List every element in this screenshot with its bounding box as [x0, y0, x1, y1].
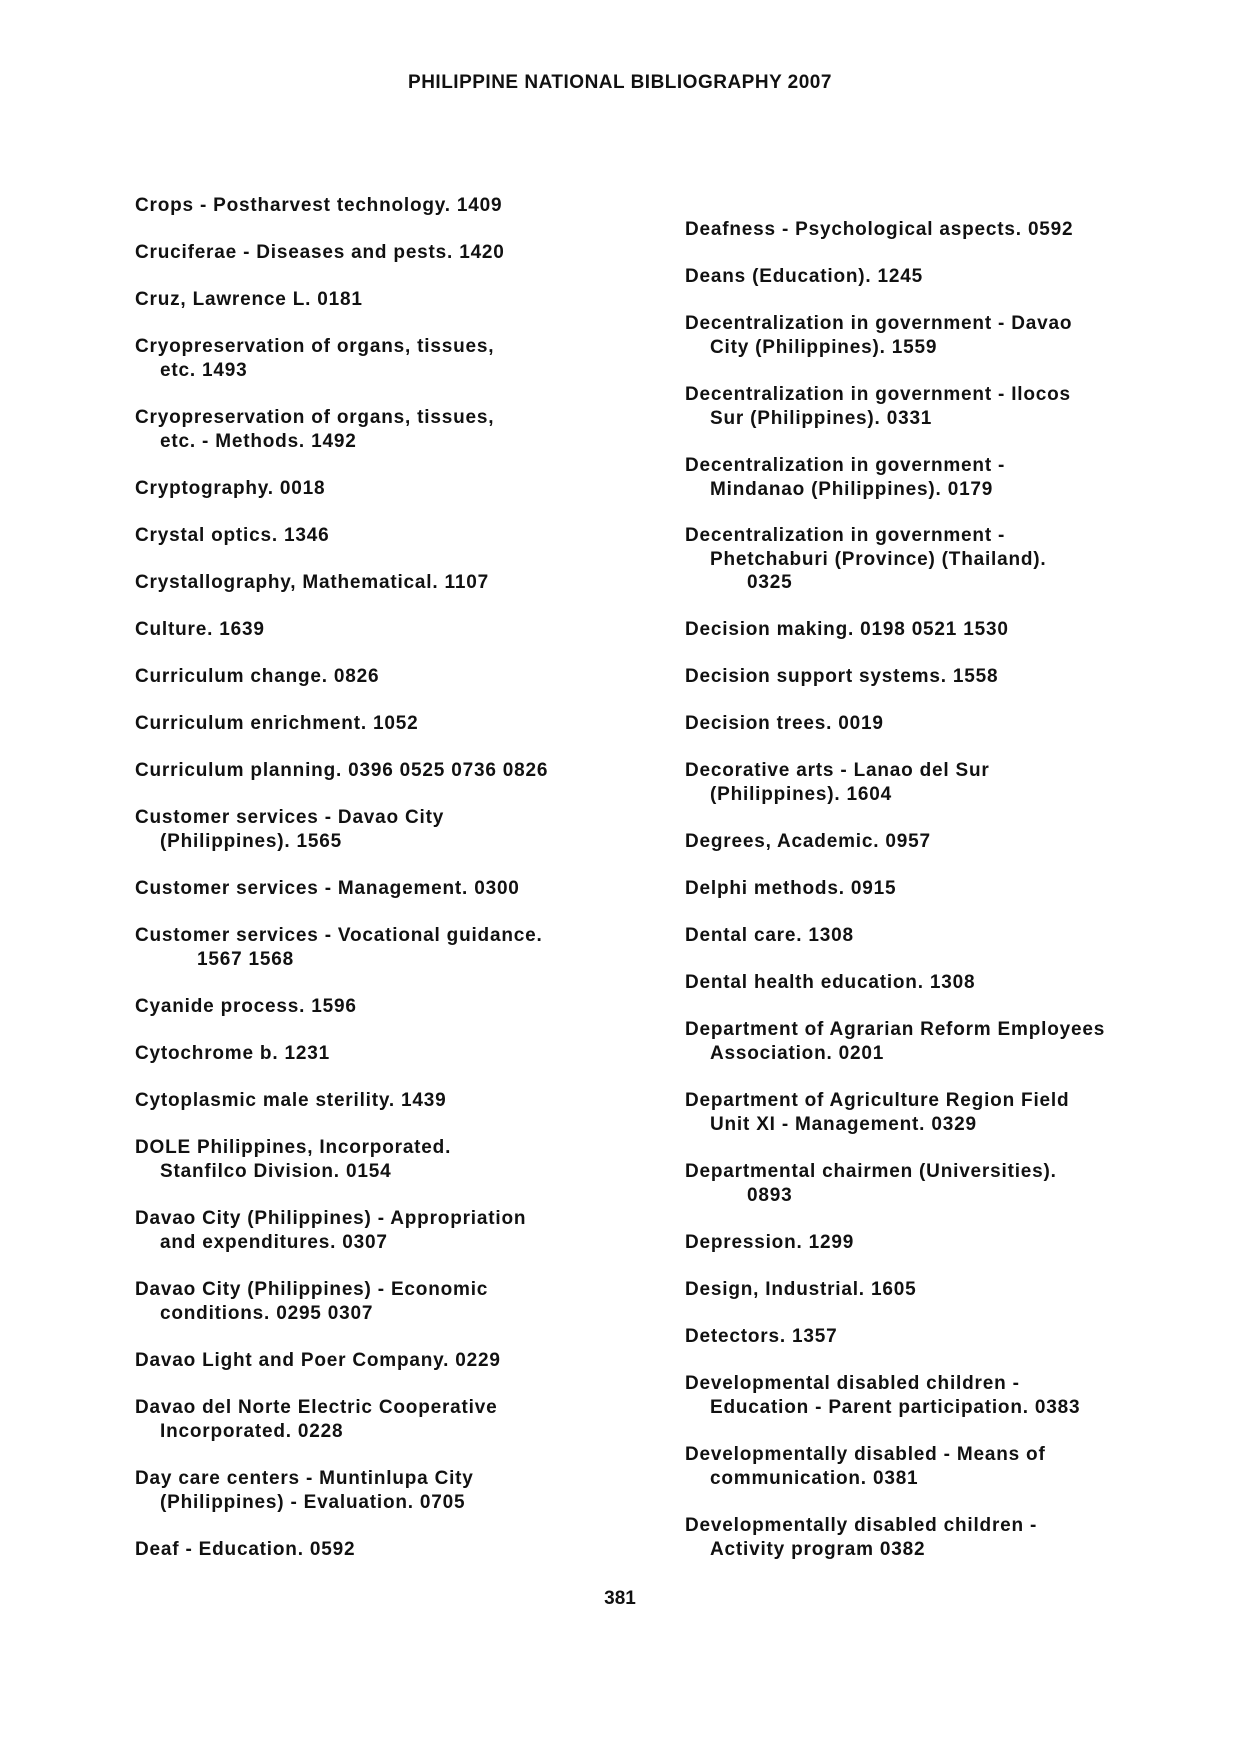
- entry-line: etc. 1493: [160, 359, 248, 381]
- entry-line: Dental health education. 1308: [685, 972, 976, 993]
- entry-line: Degrees, Academic. 0957: [685, 831, 931, 852]
- index-entry: [135, 665, 379, 689]
- entry-line: Crystallography, Mathematical. 1107: [135, 572, 489, 593]
- entry-line: Cryptography. 0018: [135, 478, 326, 499]
- entry-line: Curriculum planning. 0396 0525 0736 0826: [135, 760, 549, 781]
- index-entry: [685, 924, 854, 948]
- index-entry: [685, 712, 884, 736]
- entry-line: Customer services - Management. 0300: [135, 878, 520, 899]
- entry-line: Departmental chairmen (Universities).: [685, 1161, 1057, 1182]
- entry-line: Sur (Philippines). 0331: [710, 407, 933, 429]
- index-entry: [685, 265, 923, 289]
- entry-line: Deafness - Psychological aspects. 0592: [685, 219, 1074, 240]
- index-entry: [135, 618, 265, 642]
- page-header: PHILIPPINE NATIONAL BIBLIOGRAPHY 2007: [408, 72, 832, 93]
- index-entry: [135, 1396, 497, 1443]
- index-entry: [135, 995, 357, 1019]
- entry-line: Deaf - Education. 0592: [135, 1539, 356, 1560]
- entry-line: and expenditures. 0307: [160, 1231, 388, 1253]
- entry-line: Dental care. 1308: [685, 925, 854, 946]
- entry-line: conditions. 0295 0307: [160, 1302, 374, 1324]
- entry-line: Delphi methods. 0915: [685, 878, 897, 899]
- entry-line: Curriculum change. 0826: [135, 666, 380, 687]
- index-entry: [135, 241, 505, 265]
- entry-line: Design, Industrial. 1605: [685, 1279, 917, 1300]
- entry-line: 0893: [747, 1184, 793, 1206]
- index-entry: [135, 1136, 451, 1183]
- entry-line: City (Philippines). 1559: [710, 336, 938, 358]
- index-entry: [135, 194, 502, 218]
- entry-line: Davao City (Philippines) - Economic: [135, 1279, 489, 1300]
- entry-line: communication. 0381: [710, 1467, 919, 1489]
- index-entry: [685, 1018, 1105, 1065]
- index-entry: [135, 288, 363, 312]
- index-entry: [685, 1160, 1057, 1207]
- entry-line: Cruz, Lawrence L. 0181: [135, 289, 363, 310]
- entry-line: (Philippines). 1604: [710, 783, 893, 805]
- entry-line: Stanfilco Division. 0154: [160, 1160, 392, 1182]
- index-entry: [135, 806, 444, 853]
- entry-line: Association. 0201: [710, 1042, 885, 1064]
- entry-line: Decentralization in government -: [685, 455, 1006, 476]
- entry-line: Developmental disabled children -: [685, 1373, 1020, 1394]
- entry-line: Davao Light and Poer Company. 0229: [135, 1350, 501, 1371]
- index-entry: [135, 1538, 355, 1562]
- index-entry: [685, 383, 1071, 430]
- entry-line: Depression. 1299: [685, 1232, 855, 1253]
- entry-line: Mindanao (Philippines). 0179: [710, 478, 994, 500]
- entry-line: Day care centers - Muntinlupa City: [135, 1468, 474, 1489]
- index-entry: [135, 1089, 446, 1113]
- entry-line: Cruciferae - Diseases and pests. 1420: [135, 242, 505, 263]
- entry-line: Davao del Norte Electric Cooperative: [135, 1397, 498, 1418]
- entry-line: Department of Agrarian Reform Employees: [685, 1019, 1106, 1040]
- entry-line: Decision trees. 0019: [685, 713, 884, 734]
- index-entry: [685, 1514, 1037, 1561]
- entry-line: Cytochrome b. 1231: [135, 1043, 330, 1064]
- entry-line: Decision making. 0198 0521 1530: [685, 619, 1009, 640]
- entry-line: Culture. 1639: [135, 619, 265, 640]
- index-entry: [135, 571, 489, 595]
- index-entry: [135, 524, 329, 548]
- entry-line: (Philippines). 1565: [160, 830, 343, 852]
- page-number: 381: [604, 1588, 636, 1609]
- index-entry: [135, 712, 418, 736]
- entry-line: Cryopreservation of organs, tissues,: [135, 336, 495, 357]
- entry-line: Decentralization in government - Davao: [685, 313, 1073, 334]
- entry-line: Cyanide process. 1596: [135, 996, 357, 1017]
- entry-line: Education - Parent participation. 0383: [710, 1396, 1081, 1418]
- entry-line: Decorative arts - Lanao del Sur: [685, 760, 990, 781]
- index-entry: [135, 406, 494, 453]
- index-entry: [135, 1467, 474, 1514]
- entry-line: Detectors. 1357: [685, 1326, 838, 1347]
- entry-line: 0325: [747, 572, 793, 593]
- entry-line: Customer services - Davao City: [135, 807, 445, 828]
- entry-line: Customer services - Vocational guidance.: [135, 925, 543, 946]
- entry-line: 1567 1568: [197, 948, 295, 970]
- index-entry: [685, 877, 896, 901]
- index-entry: [685, 524, 1047, 595]
- index-entry: [135, 1349, 501, 1373]
- index-entry: [135, 335, 494, 382]
- index-entry: [135, 1278, 488, 1325]
- entry-line: Unit XI - Management. 0329: [710, 1113, 977, 1135]
- entry-line: Phetchaburi (Province) (Thailand).: [710, 548, 1047, 570]
- entry-line: Cryopreservation of organs, tissues,: [135, 407, 495, 428]
- index-entry: [685, 759, 990, 806]
- index-entry: [685, 1372, 1080, 1419]
- index-entry: [685, 218, 1073, 242]
- index-entry: [685, 971, 975, 995]
- entry-line: Developmentally disabled - Means of: [685, 1444, 1046, 1465]
- index-entry: [135, 1042, 330, 1066]
- entry-line: Crops - Postharvest technology. 1409: [135, 195, 503, 216]
- index-entry: [135, 1207, 526, 1254]
- entry-line: Decentralization in government - Ilocos: [685, 384, 1071, 405]
- index-entry: [685, 454, 1005, 501]
- entry-line: Decision support systems. 1558: [685, 666, 999, 687]
- entry-line: etc. - Methods. 1492: [160, 430, 357, 452]
- entry-line: Decentralization in government -: [685, 525, 1006, 546]
- entry-line: DOLE Philippines, Incorporated.: [135, 1137, 452, 1158]
- entry-line: Curriculum enrichment. 1052: [135, 713, 419, 734]
- entry-line: Cytoplasmic male sterility. 1439: [135, 1090, 447, 1111]
- entry-line: Activity program 0382: [710, 1538, 926, 1560]
- index-entry: [135, 877, 520, 901]
- index-entry: [685, 1325, 837, 1349]
- index-entry: [135, 759, 548, 783]
- entry-line: Davao City (Philippines) - Appropriation: [135, 1208, 527, 1229]
- index-entry: [135, 477, 325, 501]
- entry-line: Deans (Education). 1245: [685, 266, 924, 287]
- entry-line: Developmentally disabled children -: [685, 1515, 1038, 1536]
- index-entry: [685, 618, 1009, 642]
- index-entry: [685, 1278, 916, 1302]
- index-entry: [685, 1089, 1069, 1136]
- index-entry: [135, 924, 543, 971]
- entry-line: Crystal optics. 1346: [135, 525, 330, 546]
- index-entry: [685, 665, 998, 689]
- index-entry: [685, 1443, 1046, 1490]
- entry-line: Incorporated. 0228: [160, 1420, 344, 1442]
- entry-line: Department of Agriculture Region Field: [685, 1090, 1070, 1111]
- index-entry: [685, 1231, 854, 1255]
- entry-line: (Philippines) - Evaluation. 0705: [160, 1491, 466, 1513]
- index-entry: [685, 830, 931, 854]
- index-entry: [685, 312, 1072, 359]
